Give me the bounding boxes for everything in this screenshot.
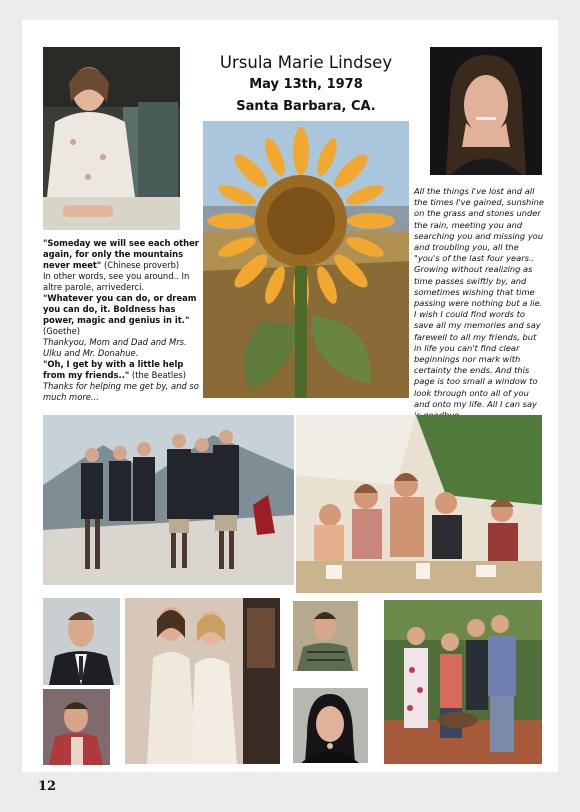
quote-1 [43,238,203,271]
photo-girl-dark-hair [293,688,368,763]
page-number: 12 [38,779,57,794]
photo-boy-suit [43,598,120,685]
photo-sunflower [203,121,409,398]
student-name: Ursula Marie Lindsey [219,53,393,72]
photo-group-walking [384,600,542,764]
quote-3-source: (the Beatles) [129,370,187,380]
birth-place: Santa Barbara, CA. [236,99,376,114]
quote-2-note: Thankyou, Mom and Dad and Mrs. Ulku and Mr. Donahue. [43,337,187,358]
quote-3-text: "Oh, I get by with a little help from my friends.." [43,359,184,380]
photo-mountain-group [43,415,294,585]
quote-2-text: "Whatever you can do, or dream you can do, it. Boldness has power, magic and genius in it." [43,293,197,325]
quotes-column [43,238,203,403]
quote-1-text: "Someday we will see each other again, for only the mountains never meet" [43,238,199,270]
farewell-poem: All the things I've lost and all the times I've gained, sunshine on the grass and stones under the rain, meeting you and searching you and missing you and troubling you, all the "you's of the last four years.. Growing without realizing as time passes swiftly by, and sometimes wishing that time passing were nothing but a lie. I wish I could find words to save all my memories and say farewell to all my friends, but in life you can't find clear beginnings nor mark with certainty the ends. And this page is too small a window to look through onto all of you and onto my life. All I can say [414,186,544,409]
quote-2-source: (Goethe) [43,326,81,336]
photo-portrait-chair [43,47,180,230]
quote-1-note: In other words, see you around.. In altre parole, arrivederci. [43,271,190,292]
quote-3 [43,359,203,381]
quote-2 [43,293,203,337]
photo-portrait-headshot [430,47,542,175]
photo-family-table [296,415,542,593]
quote-1-source: (Chinese proverb) [101,260,180,270]
photo-boy-plaid [293,601,358,671]
birth-date: May 13th, 1978 [249,77,363,92]
title-block [200,52,412,118]
photo-two-girls [125,598,280,764]
photo-boy-vest [43,689,110,765]
quote-3-note: Thanks for helping me get by, and so much more... [43,381,199,402]
